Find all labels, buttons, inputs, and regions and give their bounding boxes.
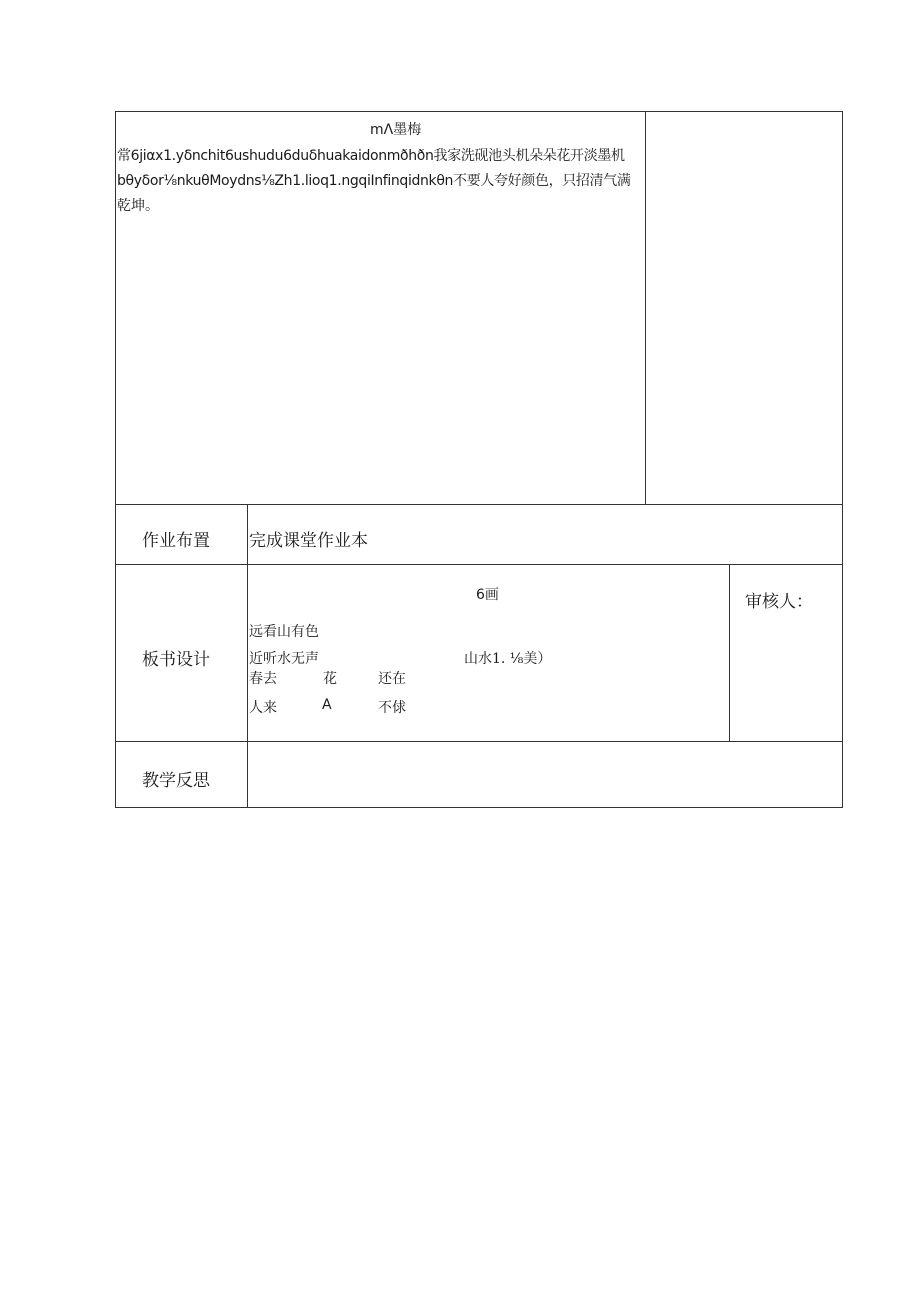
poem-line-2: bθyδor⅛nkuθMoydns⅛Zh1.lioq1.ngqiInfinqidnkθn不要人夸好颜色，只招清气满 [117, 173, 631, 189]
reviewer-column-divider [729, 564, 730, 742]
table-left-border [115, 111, 116, 808]
board-col3-row2: 不俅 [378, 700, 406, 716]
board-design-label: 板书设计 [142, 650, 210, 670]
label-column-divider [247, 504, 248, 808]
reflection-content[interactable] [249, 745, 839, 803]
homework-label: 作业布置 [142, 531, 210, 551]
row-divider-3 [115, 741, 843, 742]
row-divider-1 [115, 504, 843, 505]
reviewer-label: 审核人： [745, 592, 813, 612]
board-title: 6画 [476, 587, 499, 603]
board-col2-row2: A [322, 697, 332, 713]
row-divider-2 [115, 564, 843, 565]
board-line-4: 人来 [249, 700, 277, 716]
poem-line-3: 乾坤。 [117, 198, 159, 214]
board-line-3: 春去 [249, 671, 277, 687]
reflection-label: 教学反思 [142, 771, 210, 791]
poem-title: mΛ墨梅 [370, 122, 422, 138]
table-top-border [115, 111, 843, 112]
top-section-divider [645, 111, 646, 505]
board-col2-row1: 花 [323, 671, 337, 687]
board-side-note: 山水1. ⅛美） [464, 651, 552, 667]
homework-content: 完成课堂作业本 [249, 531, 368, 551]
poem-line-1: 常6jiαx1.yδnchit6ushudu6duδhuakaidonmðhðn我家洗砚池头机朵朵花开淡墨机 [117, 148, 625, 164]
table-bottom-border [115, 807, 843, 808]
table-right-border [842, 111, 843, 808]
board-line-2: 近听水无声 [249, 651, 319, 667]
board-col3-row1: 还在 [378, 671, 406, 687]
board-line-1: 远看山有色 [249, 624, 319, 640]
